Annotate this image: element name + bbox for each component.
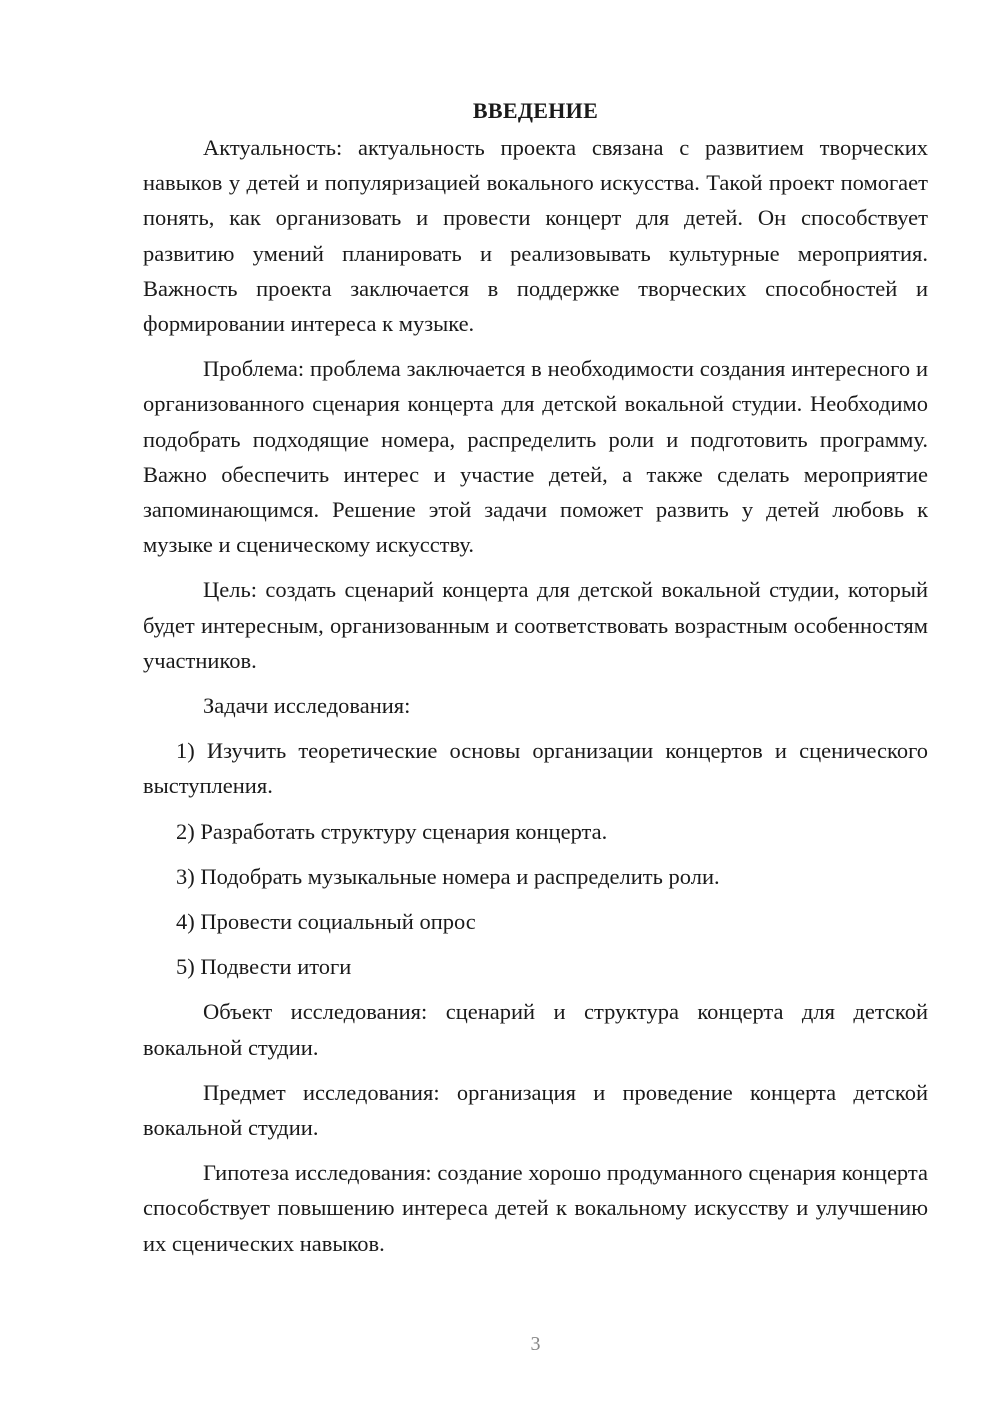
task-item-2: 2) Разработать структуру сценария концерта. bbox=[176, 818, 608, 844]
paragraph-object: Объект исследования: сценарий и структура концерта для детской вокальной студии. bbox=[143, 999, 928, 1060]
page-number: 3 bbox=[530, 1333, 541, 1355]
task-item-1: 1) Изучить теоретические основы организации концертов и сценического выступления. bbox=[143, 738, 928, 799]
task-item-4: 4) Провести социальный опрос bbox=[176, 909, 476, 935]
paragraph-relevance: Актуальность: актуальность проекта связана с развитием творческих навыков у детей и популяризацией вокального искусства. Такой проект помогает понять, как организовать и провести концерт для детей. Он способствует развитию умений планировать и реализовывать культурные мероприятия. Важность проекта заключается в поддержке творческих способностей и формировании интереса к музыке. bbox=[143, 135, 928, 337]
paragraph-goal: Цель: создать сценарий концерта для детской вокальной студии, который будет интересным, организованным и соответствовать возрастным особенностям участников. bbox=[143, 577, 928, 673]
document-title: ВВЕДЕНИЕ bbox=[472, 98, 599, 123]
paragraph-subject: Предмет исследования: организация и проведение концерта детской вокальной студии. bbox=[143, 1079, 928, 1141]
paragraph-problem: Проблема: проблема заключается в необходимости создания интересного и организованного сценария концерта для детской вокальной студии. Необходимо подобрать подходящие номера, распределить роли и подготовить программу. Важно обеспечить интерес и участие детей, а также сделать мероприятие запоминающимся. Решение этой задачи поможет развить у детей любовь к музыке и сценическому искусству. bbox=[143, 356, 928, 558]
task-item-3: 3) Подобрать музыкальные номера и распределить роли. bbox=[176, 863, 720, 889]
paragraph-hypothesis: Гипотеза исследования: создание хорошо продуманного сценария концерта способствует повышению интереса детей к вокальному искусству и улучшению их сценических навыков. bbox=[143, 1160, 928, 1256]
task-item-5: 5) Подвести итоги bbox=[176, 954, 352, 980]
paragraph-tasks-heading: Задачи исследования: bbox=[203, 693, 411, 719]
document-page bbox=[143, 94, 928, 1271]
